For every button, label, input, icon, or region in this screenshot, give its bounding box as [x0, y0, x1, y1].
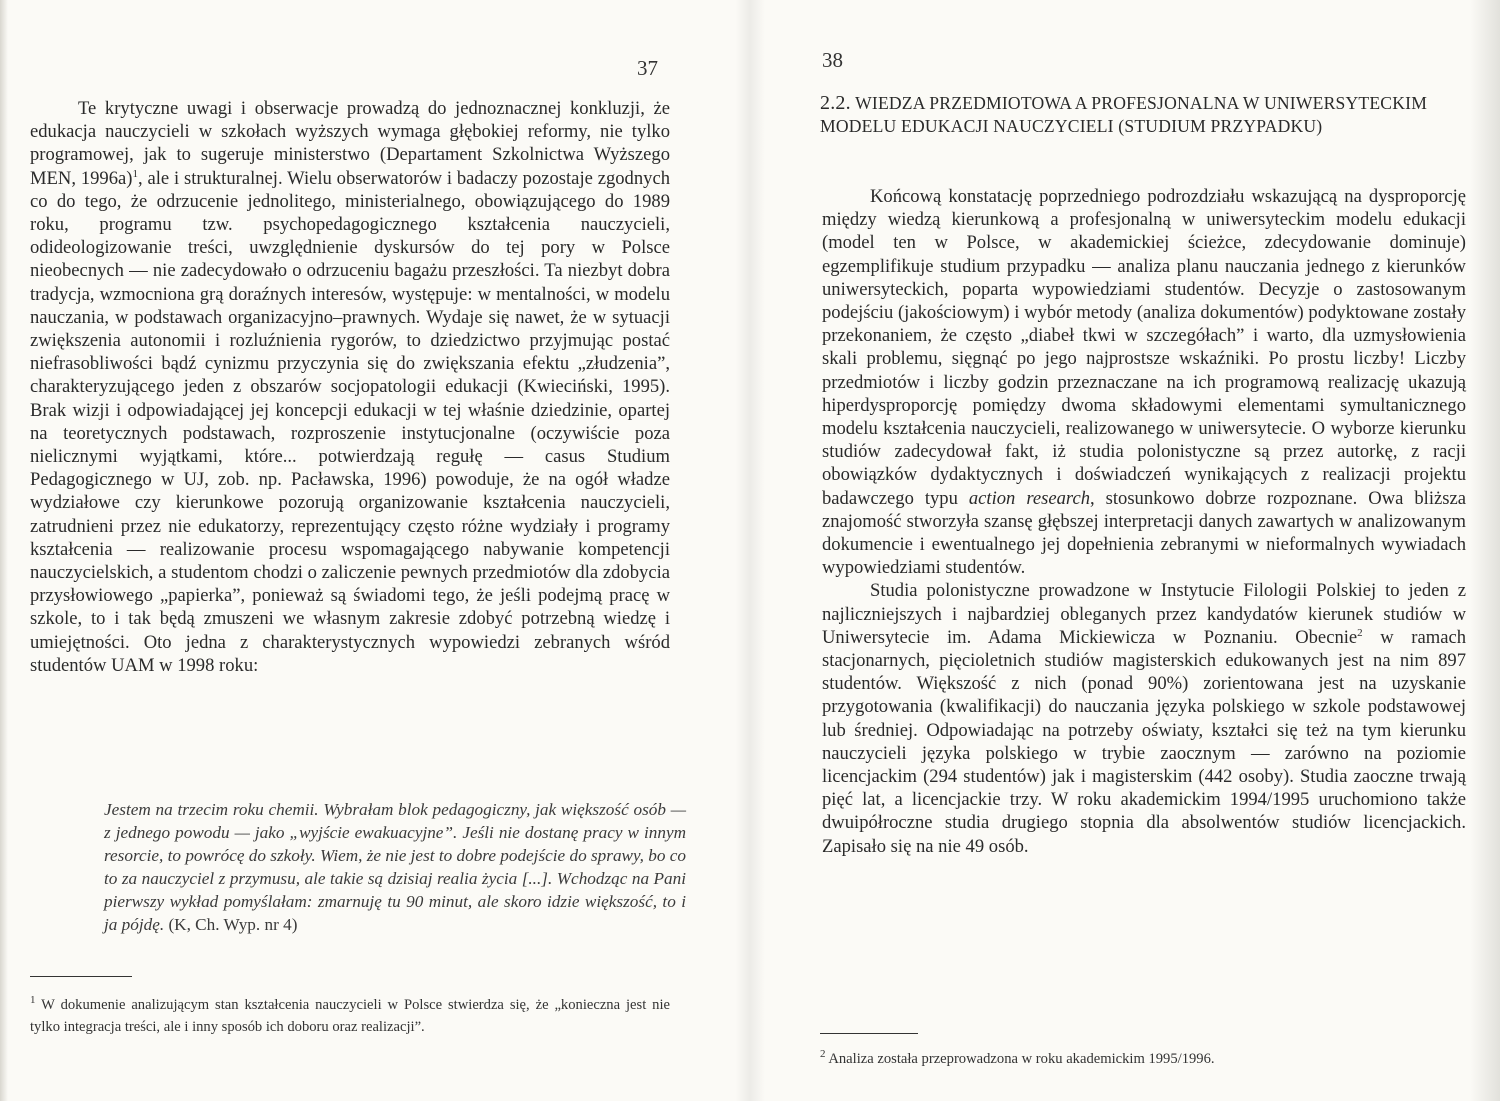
heading-line-2: MODELU EDUKACJI NAUCZYCIELI (STUDIUM PRZYPADKU) [820, 116, 1323, 136]
footnote-ref-1: 1 [132, 167, 138, 180]
page-edge-left [0, 0, 8, 1101]
book-gutter [735, 0, 765, 1101]
left-paragraph: Te krytyczne uwagi i obserwacje prowadzą do jednoznacznej konkluzji, że edukacja nauczycieli w szkołach wyższych wymaga głębokiej reformy, nie tylko programowej, jak to sugeruje ministerstwo (Departament Szkolnictwa Wyższego MEN, 1996a)$^1$, ale i strukturalnej. Wielu obserwatorów i badaczy pozostaje zgodnych co do tego, że odrzucenie jednolitego, ministerialnego, obowiązującego do 1989 roku, programu tzw. psychopedagogicznego kształcenia nauczycieli, odideologizowanie treści, uwzględnienie dyskursów do tej pory w Polsce nieobecnych — nie zadecydowało o odrzuceniu bagażu przeszłości. Ta niezbyt dobra tradycja, wzmocniona grą doraźnych interesów, występuje: w mentalności, w modelu nauczania, w podstawach organizacyjno–prawnych. Wydaje się nawet, że w sytuacji zwiększenia autonomii i rozluźnienia rygorów, to dziedzictwo przyjmując postać niefrasobliwości bądź cynizmu przyczynia się do zwiększania efektu „złudzenia”, charakteryzującego jeden z obszarów socjopatologii edukacji (Kwieciński, 1995). Brak wizji i odpowiadającej jej koncepcji edukacji w tej właśnie dziedzinie, opartej na teoretycznych podstawach, rozproszenie instytucjonalne (oczywiście poza nielicznymi wyjątkami, które... potwierdzają regułę — casus Studium Pedagogicznego w UJ, zob. np. Pacławska, 1996) powoduje, że na ogół władze wydziałowe czy kierunkowe pozorują organizowanie kształcenia nauczycieli, zatrudnieni przez nie edukatorzy, reprezentujący często różne wydziały i programy kształcenia — realizowanie procesu wspomagającego nabywanie kompetencji nauczycielskich, a studentom chodzi o zaliczenie pewnych przedmiotów dla zdobycia przysłowiowego „papierka”, ponieważ są świadomi tego, że jeśli podejmą pracę w szkole, to i tak będą zmuszeni we własnym zakresie zdobyć potrzebną wiedzę i umiejętności. Oto jedna z charakterystycznych wypowiedzi zebranych wśród studentów UAM w 1998 roku: [30, 98, 670, 676]
section-number: 2.2. [820, 92, 851, 114]
footnote-ref-2: 2 [1357, 626, 1363, 639]
right-paragraph-1: Końcową konstatację poprzedniego podrozdziału wskazującą na dysproporcję między wiedzą kierunkową a profesjonalną w uniwersyteckim modelu edukacji (model ten w Polsce, w akademickiej ścieżce, zdecydowanie dominuje) egzemplifikuje studium przypadku — analiza planu nauczania jednego z kierunków uniwersyteckich, poparta wypowiedziami studentów. Decyzje o zastosowanym podejściu (jakościowym) i wybór metody (analiza dokumentów) podyktowane zostały przekonaniem, że często „diabeł tkwi w szczegółach” i warto, dla uzmysłowienia skali problemu, sięgnąć po jego najprostsze wskaźniki. Po prostu liczby! Liczby przedmiotów i liczby godzin przeznaczane na ich programową realizację ukazują hiperdysproporcję pomiędzy dwoma składowymi elementami symultanicznego modelu kształcenia nauczycieli, realizowanego w uniwersytecie. O wyborze kierunku studiów zadecydował fakt, iż studia polonistyczne są przez autorkę, z racji obowiązków dydaktycznych i doświadczeń wynikających z realizacji projektu badawczego typu action research, stosunkowo dobrze rozpoznane. Owa bliższa znajomość stworzyła szansę głębszej interpretacji danych zawartych w analizowanym dokumencie i ewentualnego jej dopełnienia zebranymi w nieformalnych wywiadach wypowiedziami studentów. [822, 186, 1466, 579]
right-body-text [822, 185, 1466, 858]
right-paragraph-2: Studia polonistyczne prowadzone w Instytucie Filologii Polskiej to jeden z najliczniejszych i najbardziej obleganych przez kandydatów kierunek studiów w Uniwersytecie im. Adama Mickiewicza w Poznaniu. Obecnie$^2$ w ramach stacjonarnych, pięcioletnich studiów magisterskich edukowanych jest na nim 897 studentów. Większość z nich (ponad 90%) zorientowana jest na uzyskanie przygotowania (kwalifikacji) do nauczania języka polskiego w szkole podstawowej lub średniej. Odpowiadając na potrzeby oświaty, kształci się też na tym kierunku nauczycieli języka polskiego w trybie zaocznym — zarówno na poziomie licencjackim (294 studentów) jak i magisterskim (442 osoby). Studia zaoczne trwają pięć lat, a licencjackie trzy. W roku akademickim 1994/1995 uruchomiono także dwuipółroczne studia drugiego stopnia dla absolwentów studiów licencjackich. Zapisało się na nie 49 osób. [822, 580, 1467, 857]
page-number-right: 38 [822, 48, 843, 72]
footnote-rule-right [820, 1033, 918, 1034]
page-edge-right [1470, 0, 1500, 1101]
quote-text: Jestem na trzecim roku chemii. Wybrałam blok pedagogiczny, jak większość osób — z jednego powodu — jako „wyjście ewakuacyjne”. Jeśli nie dostanę pracy w innym resorcie, to powrócę do szkoły. Wiem, że nie jest to dobre podejście do sprawy, bo co to za nauczyciel z przymusu, ale takie są dzisiaj realia życia [...]. Wchodząc na Pani pierwszy wykład pomyślałam: zmarnuję tu 90 minut, ale skoro idzie większość, to i ja pójdę. [104, 800, 686, 934]
section-heading [820, 92, 1460, 138]
footnote-2: $^2$ Analiza została przeprowadzona w roku akademickim 1995/1996. [820, 1048, 1215, 1067]
left-body-text [30, 97, 670, 677]
footnote-rule-left [30, 976, 132, 977]
student-quote [104, 798, 686, 936]
italic-term: action research [968, 487, 1090, 509]
quote-source: (K, Ch. Wyp. nr 4) [168, 915, 298, 934]
page-number-left: 37 [637, 56, 658, 80]
footnote-1: $^1$ W dokumenie analizującym stan kształcenia nauczycieli w Polsce stwierdza się, że „konieczna jest nie tylko integracja treści, ale i inny sposób ich doboru oraz realizacji”. [30, 994, 670, 1035]
heading-line-1: WIEDZA PRZEDMIOTOWA A PROFESJONALNA W UNIWERSYTECKIM [855, 93, 1428, 113]
